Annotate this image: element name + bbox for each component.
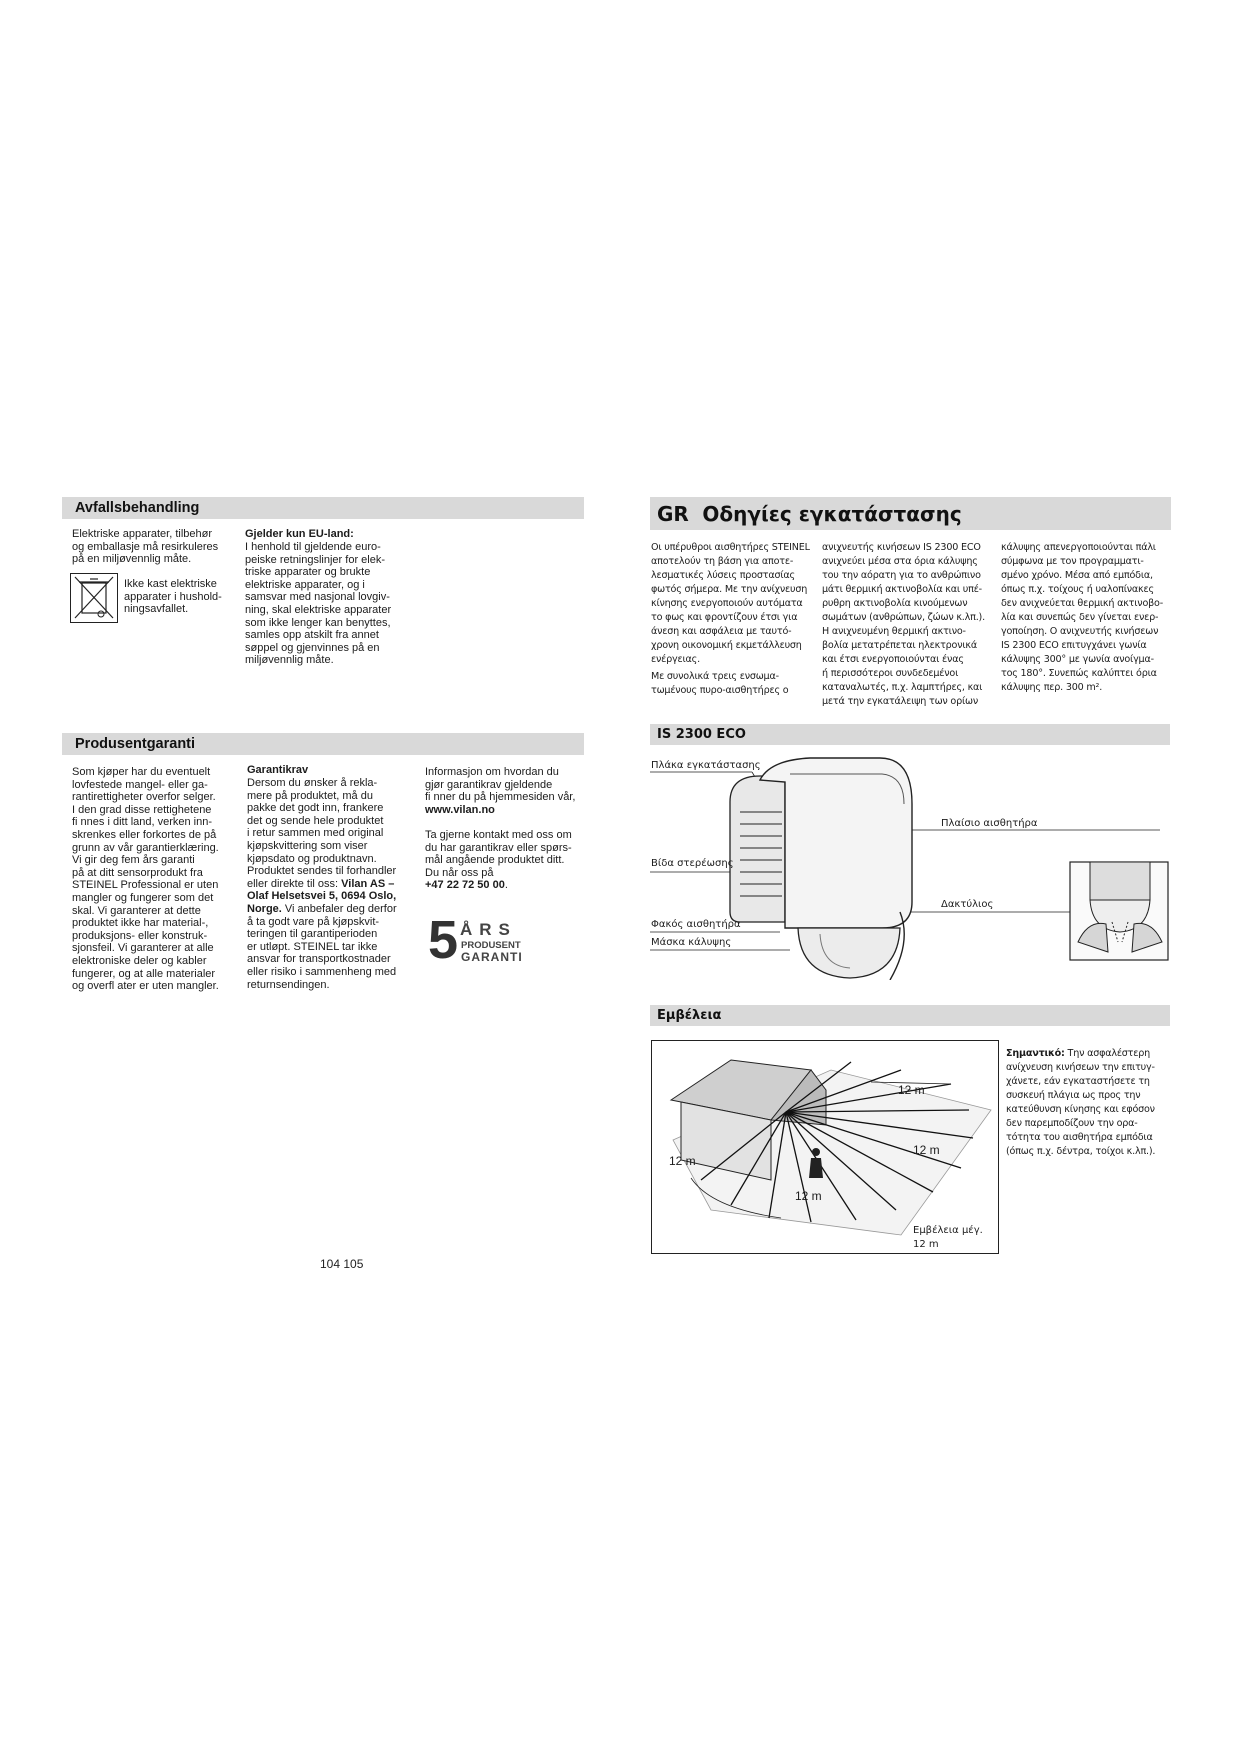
range-dist-bottom: 12 m xyxy=(795,1189,822,1203)
disposal-intro: Elektriske apparater, tilbehør og emballasje må resirkuleres på en miljøvennlig måte. xyxy=(72,528,219,566)
range-dist-right: 12 m xyxy=(913,1143,940,1157)
label-cover-mask: Μάσκα κάλυψης xyxy=(651,937,732,948)
range-note-text: Την ασφαλέστερη ανίχνευση κινήσεων την επιτυγ- χάνετε, εάν εγκαταστήσετε τη συσκευή πλάγια ως προς την κατεύθυνση κίνησης και εφόσον δεν παρεμποδίζουν την ορα- τότητα του αισθητήρα εμπόδια (όπως π.χ. δέντρα, τοίχοι κ.λπ.). xyxy=(1006,1048,1156,1157)
label-ring: Δακτύλιος xyxy=(941,899,994,910)
disposal-warning: Ikke kast elektriske apparater i hushold- ningsavfallet. xyxy=(124,578,222,616)
range-diagram xyxy=(651,1040,999,1254)
range-note-label: Σημαντικό: xyxy=(1006,1048,1065,1059)
range-note xyxy=(1006,1047,1176,1159)
claims-text xyxy=(247,777,422,991)
claims-heading: Garantikrav xyxy=(247,764,309,776)
page-numbers: 104 105 xyxy=(320,1257,364,1271)
product-heading: IS 2300 ECO xyxy=(650,724,1170,745)
intro-col2: ανιχνευτής κινήσεων IS 2300 ECO ανιχνεύει μέσα στα όρια κάλυψης του την αόρατη για το ανθρώπινο μάτι θερμική ακτινοβολία και υπέ- ρυθρη ακτινοβολία κινούμενων σωμάτων (ανθρώπων, ζώων κ.λπ.). Η ανιχνευμένη θερμική ακτινο- βολία μετατρέπεται ηλεκτρονικά και έτσι ενεργοποιούνται ένας ή περισσότεροι συνδεδεμένοι καταναλωτές, π.χ. λαμπτήρες, και μετά την εγκατάλειψη των ορίων xyxy=(822,542,985,707)
gr-title-bar xyxy=(650,497,1171,530)
label-install-plate: Πλάκα εγκατάστασης xyxy=(651,760,761,771)
install-title: Οδηγίες εγκατάστασης xyxy=(702,502,962,526)
contact-text-a: Informasjon om hvordan du gjør garantikrav gjeldende fi nner du på hjemmesiden vår, xyxy=(425,766,576,804)
contact-text-2: Ta gjerne kontakt med oss om du har garantikrav eller spørs- mål angående produktet ditt. Du når oss på +47 22 72 50 00. xyxy=(425,829,572,892)
contact-text-b: Ta gjerne kontakt med oss om du har garantikrav eller spørs- mål angående produktet ditt. Du når oss på xyxy=(425,829,572,879)
range-heading: Εμβέλεια xyxy=(650,1005,1170,1026)
intro-col3: κάλυψης απενεργοποιούνται πάλι σύμφωνα με τον προγραμματι- σμένο χρόνο. Μέσα από εμπόδια, όπως π.χ. τοίχους ή υαλοπίνακες δεν ανιχνεύεται θερμική ακτινοβο- λία και συνεπώς δεν γίνεται ενερ- γοποίηση. Ο ανιχνευτής κινήσεων IS 2300 ECO επιτυγχάνει γωνία κάλυψης 300° με γωνία ανοίγμα- τος 180°. Συνεπώς καλύπτει όρια κάλυψης περ. 300 m². xyxy=(1001,542,1163,693)
warranty-badge xyxy=(428,910,524,970)
intro-col1b: Με συνολικά τρεις ενσωμα- τωμένους πυρο-αισθητήρες ο xyxy=(651,671,789,696)
disposal-heading: Avfallsbehandling xyxy=(62,497,584,519)
claims-address: Vilan AS – Olaf Helsetsvei 5, 0694 Oslo, Norge. xyxy=(247,877,397,915)
phone-number: +47 22 72 50 00 xyxy=(425,879,505,892)
label-fixing-screw: Βίδα στερέωσης xyxy=(651,858,734,869)
contact-text xyxy=(425,766,600,816)
label-sensor-lens: Φακός αισθητήρα xyxy=(651,919,741,930)
intro-col1: Οι υπέρυθροι αισθητήρες STEINEL αποτελούν τη βάση για αποτε- λεσματικές λύσεις προστασίας φωτός σήμερα. Με την ανίχνευση κίνησης ενεργοποιούν αυτόματα το φως και φροντίζουν έτσι για άνεση και ασφάλεια με ταυτό- χρονη οικονομική εκμετάλλευση ενέργειας. xyxy=(651,542,810,665)
badge-years: ÅRS xyxy=(460,920,517,939)
range-caption-line2: 12 m xyxy=(913,1239,939,1250)
claims-text-a: Dersom du ønsker å rekla- mere på produktet, må du pakke det godt inn, frankere det og sende hele produktet i retur sammen med original kjøpskvittering som viser kjøpsdato og produktnavn. Produktet sendes til forhandler eller direkte til oss: xyxy=(247,777,397,890)
range-dist-top: 12 m xyxy=(898,1083,925,1097)
warranty-heading: Produsentgaranti xyxy=(62,733,584,755)
website-link[interactable]: www.vilan.no xyxy=(425,803,495,816)
badge-number: 5 xyxy=(428,910,459,970)
range-dist-left: 12 m xyxy=(669,1154,696,1168)
badge-line2: GARANTI xyxy=(461,950,523,964)
crossed-bin-icon xyxy=(70,573,118,623)
label-sensor-frame: Πλαίσιο αισθητήρα xyxy=(941,818,1038,829)
eu-text: I henhold til gjeldende euro- peiske retningslinjer for elek- triske apparater og brukte elektriske apparater, og i samsvar med nasjonal lovgiv- ning, skal elektriske apparater som ikke lenger kan benyttes, samles opp atskilt fra annet søppel og gjenvinnes på en miljøvennlig måte. xyxy=(245,541,392,667)
language-code: GR xyxy=(657,502,689,526)
range-caption-line1: Εμβέλεια μέγ. xyxy=(913,1225,983,1236)
eu-heading: Gjelder kun EU-land: xyxy=(245,528,354,540)
badge-line1: PRODUSENT xyxy=(461,940,521,951)
claims-text-b: Vi anbefaler deg derfor å ta godt vare på kjøpskvit- teringen til garantiperioden er utløpt. STEINEL tar ikke ansvar for transportkostnader eller risiko i sammenheng med returnsendingen. xyxy=(247,902,397,991)
warranty-col1: Som kjøper har du eventuelt lovfestede mangel- eller ga- rantirettigheter overfor selger. I den grad disse rettighetene fi nnes i ditt land, verken inn- skrenkes eller forkortes de på grunn av vår garantierklæring. Vi gir deg fem års garanti på at ditt sensorprodukt fra STEINEL Professional er uten mangler og fungerer som det skal. Vi garanterer at dette produktet ikke har material-, produksjons- eller konstruk- sjonsfeil. Vi garanterer at alle elektroniske deler og kabler fungerer, og at alle materialer og overfl ater er uten mangler. xyxy=(72,766,219,993)
